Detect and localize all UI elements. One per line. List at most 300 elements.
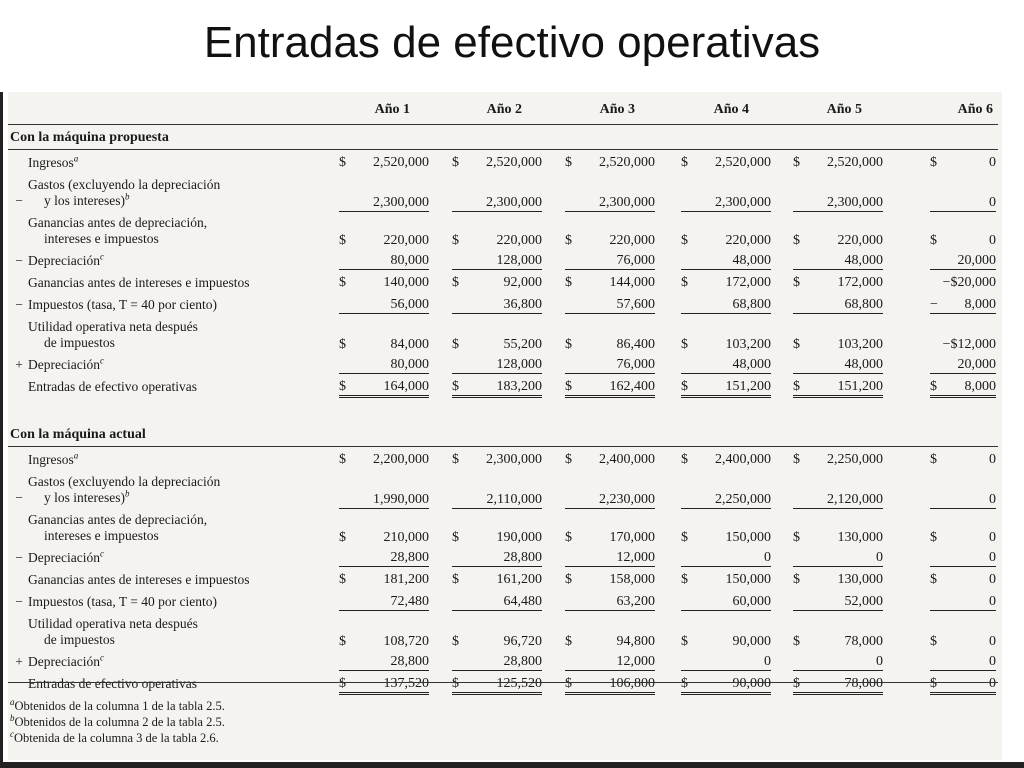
amount: 0	[989, 492, 996, 507]
amount: 57,600	[616, 297, 655, 312]
row-label	[10, 357, 104, 373]
amount: 0	[989, 654, 996, 669]
amount: 76,000	[616, 357, 655, 372]
currency-sign: $	[565, 634, 572, 649]
label-line	[28, 654, 104, 670]
value-cell	[452, 253, 542, 270]
amount: 2,300,000	[486, 452, 542, 467]
label-line	[28, 632, 198, 648]
amount: 48,000	[844, 253, 883, 268]
value-cell	[339, 357, 429, 374]
label-line	[28, 215, 207, 231]
row-operator: −	[15, 490, 23, 505]
amount: 84,000	[390, 337, 429, 352]
value-cell	[339, 452, 429, 468]
value-cell	[681, 492, 771, 509]
label-line-text: Ganancias antes de depreciación,	[28, 512, 208, 527]
value-cell	[565, 492, 655, 509]
value-cell	[339, 195, 429, 212]
value-cell	[452, 492, 542, 509]
currency-sign: −	[930, 297, 938, 312]
value-cell	[681, 253, 771, 270]
label-line-text: Impuestos (tasa, T = 40 por ciento)	[28, 297, 217, 312]
label-line-text: Ganancias antes de intereses e impuestos	[28, 275, 250, 290]
amount: 0	[764, 654, 771, 669]
value-cell	[681, 594, 771, 611]
amount: 0	[989, 530, 996, 545]
footnote-marker: b	[124, 488, 130, 499]
section-divider	[8, 149, 998, 150]
amount: 210,000	[383, 530, 429, 545]
currency-sign: $	[339, 452, 346, 467]
currency-sign: $	[452, 275, 459, 290]
value-cell	[339, 275, 429, 291]
amount: 2,300,000	[715, 195, 771, 210]
amount: 162,400	[609, 379, 655, 394]
value-cell	[793, 337, 883, 353]
value-cell	[793, 195, 883, 212]
amount: 2,300,000	[599, 195, 655, 210]
footnote-marker: a	[73, 450, 79, 461]
amount: 144,000	[609, 275, 655, 290]
amount: 150,000	[725, 530, 771, 545]
amount: 0	[989, 634, 996, 649]
currency-sign: $	[339, 337, 346, 352]
row-label-text	[28, 215, 207, 247]
value-cell	[565, 530, 655, 546]
row-operator: −	[15, 193, 23, 208]
row-operator: −	[15, 550, 23, 565]
label-line	[28, 512, 207, 528]
value-cell	[339, 676, 429, 695]
value-cell	[793, 357, 883, 374]
value-cell	[793, 492, 883, 509]
amount: 80,000	[390, 357, 429, 372]
currency-sign: $	[793, 530, 800, 545]
footnote-marker: c	[99, 548, 104, 559]
amount: 64,480	[503, 594, 542, 609]
amount: 2,520,000	[827, 155, 883, 170]
amount: 0	[989, 233, 996, 248]
amount: 130,000	[837, 572, 883, 587]
amount: 220,000	[609, 233, 655, 248]
value-cell	[681, 155, 771, 171]
currency-sign: $	[339, 530, 346, 545]
amount: 2,520,000	[486, 155, 542, 170]
year-header: Año 3	[599, 102, 635, 117]
currency-sign: $	[930, 530, 937, 545]
value-cell	[793, 452, 883, 468]
label-line-text: Depreciación	[28, 357, 100, 372]
row-label-text	[28, 654, 104, 670]
amount: 48,000	[732, 253, 771, 268]
amount: 125,520	[496, 676, 542, 691]
amount: 20,000	[957, 357, 996, 372]
currency-sign: $	[681, 530, 688, 545]
label-line-text: Ganancias antes de depreciación,	[28, 215, 208, 230]
value-cell	[681, 530, 771, 546]
currency-sign: $	[565, 572, 572, 587]
value-cell	[793, 253, 883, 270]
section-divider	[8, 446, 998, 447]
footnote-marker: a	[73, 153, 79, 164]
value-cell	[930, 530, 996, 546]
row-label-text	[28, 253, 104, 269]
amount: 60,000	[732, 594, 771, 609]
currency-sign: $	[452, 379, 459, 394]
amount: 130,000	[837, 530, 883, 545]
amount: 164,000	[383, 379, 429, 394]
frame-bottom-border	[0, 762, 1024, 768]
value-cell	[452, 594, 542, 611]
row-operator: +	[15, 654, 23, 669]
amount: 28,800	[390, 654, 429, 669]
amount: 106,800	[609, 676, 655, 691]
value-cell	[452, 195, 542, 212]
value-cell	[452, 357, 542, 374]
label-line	[28, 155, 78, 171]
value-cell	[452, 155, 542, 171]
amount: 190,000	[496, 530, 542, 545]
value-cell	[681, 297, 771, 314]
amount: 48,000	[844, 357, 883, 372]
amount: 137,520	[383, 676, 429, 691]
value-cell	[339, 594, 429, 611]
currency-sign: $	[681, 233, 688, 248]
value-cell	[793, 550, 883, 567]
frame-left-border	[0, 92, 3, 768]
value-cell	[565, 337, 655, 353]
value-cell	[452, 379, 542, 398]
footnote-text: Obtenida de la columna 3 de la tabla 2.6.	[14, 731, 219, 745]
value-cell	[452, 452, 542, 468]
currency-sign: $	[930, 379, 937, 394]
value-cell	[681, 654, 771, 671]
value-cell	[452, 572, 542, 588]
value-cell	[339, 233, 429, 249]
currency-sign: $	[681, 379, 688, 394]
currency-sign: $	[930, 676, 937, 691]
year-header: Año 5	[826, 102, 862, 117]
amount: 2,120,000	[827, 492, 883, 507]
value-cell	[930, 634, 996, 650]
footnote	[10, 714, 225, 730]
value-cell	[930, 594, 996, 611]
value-cell	[681, 452, 771, 468]
label-line-text: de impuestos	[44, 632, 115, 647]
footnote	[10, 698, 225, 714]
label-line-text: Utilidad operativa neta después	[28, 319, 198, 334]
currency-sign: $	[339, 155, 346, 170]
value-cell	[930, 572, 996, 588]
label-line-text: y los intereses)	[44, 490, 125, 505]
value-cell	[930, 550, 996, 567]
amount: 0	[989, 155, 996, 170]
value-cell	[681, 676, 771, 695]
amount: 0	[764, 550, 771, 565]
currency-sign: $	[339, 634, 346, 649]
value-cell	[930, 195, 996, 212]
amount: 8,000	[964, 379, 996, 394]
row-operator: −	[15, 297, 23, 312]
amount: 68,800	[844, 297, 883, 312]
currency-sign: $	[793, 634, 800, 649]
currency-sign: $	[339, 233, 346, 248]
currency-sign: $	[681, 676, 688, 691]
footnote-text: Obtenidos de la columna 1 de la tabla 2.5.	[14, 699, 225, 713]
value-cell	[565, 676, 655, 695]
footnote-marker: c	[99, 355, 104, 366]
value-cell	[681, 379, 771, 398]
value-cell	[930, 275, 996, 291]
currency-sign: $	[793, 572, 800, 587]
label-line-text: Entradas de efectivo operativas	[28, 676, 198, 691]
currency-sign: $	[930, 634, 937, 649]
value-cell	[339, 155, 429, 171]
amount: 108,720	[383, 634, 429, 649]
footnote-mark: b	[10, 712, 15, 723]
row-label	[10, 379, 197, 395]
amount: 28,800	[503, 654, 542, 669]
label-line	[28, 676, 197, 692]
amount: 28,800	[390, 550, 429, 565]
currency-sign: $	[452, 233, 459, 248]
amount: 52,000	[844, 594, 883, 609]
label-line	[28, 319, 198, 335]
amount: 151,200	[725, 379, 771, 394]
header-divider	[8, 124, 998, 125]
value-cell	[565, 654, 655, 671]
currency-sign: $	[565, 452, 572, 467]
year-header: Año 6	[957, 102, 993, 117]
label-line-text: Depreciación	[28, 654, 100, 669]
value-cell	[681, 275, 771, 291]
value-cell	[793, 530, 883, 546]
currency-sign: $	[565, 530, 572, 545]
value-cell	[793, 634, 883, 650]
value-cell	[565, 195, 655, 212]
row-label-text	[28, 594, 217, 610]
footnotes	[10, 698, 225, 746]
label-line	[28, 297, 217, 313]
currency-sign: $	[681, 275, 688, 290]
amount: 2,400,000	[599, 452, 655, 467]
currency-sign: $	[793, 155, 800, 170]
amount: 2,250,000	[827, 452, 883, 467]
label-line-text: Ingresos	[28, 155, 74, 170]
label-line-text: Depreciación	[28, 550, 100, 565]
value-cell	[930, 253, 996, 270]
value-cell	[565, 634, 655, 650]
row-label-text	[28, 512, 207, 544]
currency-sign: $	[565, 676, 572, 691]
footnote-marker: c	[99, 251, 104, 262]
currency-sign: $	[452, 155, 459, 170]
value-cell	[793, 379, 883, 398]
value-cell	[793, 233, 883, 249]
currency-sign: $	[681, 155, 688, 170]
value-cell	[452, 275, 542, 291]
value-cell	[930, 297, 996, 314]
amount: 150,000	[725, 572, 771, 587]
row-label	[10, 155, 78, 171]
value-cell	[681, 550, 771, 567]
currency-sign: $	[681, 337, 688, 352]
amount: 0	[989, 572, 996, 587]
value-cell	[565, 357, 655, 374]
footnote-mark: c	[10, 728, 14, 739]
currency-sign: $	[452, 676, 459, 691]
year-header: Año 1	[374, 102, 410, 117]
amount: 220,000	[383, 233, 429, 248]
row-label	[10, 594, 217, 610]
value-cell	[681, 634, 771, 650]
amount: 2,400,000	[715, 452, 771, 467]
currency-sign: $	[681, 572, 688, 587]
value-cell	[565, 275, 655, 291]
amount: 0	[876, 654, 883, 669]
label-line	[28, 616, 198, 632]
currency-sign: $	[565, 275, 572, 290]
label-line-text: de impuestos	[44, 335, 115, 350]
amount: 78,000	[844, 634, 883, 649]
currency-sign: $	[793, 452, 800, 467]
label-line	[28, 379, 197, 395]
value-cell	[681, 337, 771, 353]
amount: 103,200	[837, 337, 883, 352]
label-line	[28, 357, 104, 373]
value-cell	[565, 594, 655, 611]
value-cell	[565, 253, 655, 270]
row-label-text	[28, 616, 198, 648]
amount: 2,300,000	[486, 195, 542, 210]
amount: 220,000	[837, 233, 883, 248]
label-line	[28, 452, 78, 468]
value-cell	[339, 253, 429, 270]
amount: 1,990,000	[373, 492, 429, 507]
value-cell	[339, 530, 429, 546]
value-cell	[681, 233, 771, 249]
currency-sign: $	[565, 233, 572, 248]
row-label-text	[28, 550, 104, 566]
value-cell	[793, 676, 883, 695]
row-label-text	[28, 357, 104, 373]
row-label	[10, 572, 250, 588]
amount: 0	[989, 550, 996, 565]
value-cell	[793, 297, 883, 314]
slide-title: Entradas de efectivo operativas	[203, 18, 821, 67]
amount: 128,000	[496, 357, 542, 372]
value-cell	[565, 155, 655, 171]
value-cell	[930, 676, 996, 695]
value-cell	[565, 452, 655, 468]
value-cell	[793, 275, 883, 291]
row-label	[10, 297, 217, 313]
amount: 2,250,000	[715, 492, 771, 507]
amount: 36,800	[503, 297, 542, 312]
amount: 12,000	[616, 550, 655, 565]
amount: 86,400	[616, 337, 655, 352]
currency-sign: $	[681, 452, 688, 467]
value-cell	[565, 297, 655, 314]
amount: 140,000	[383, 275, 429, 290]
value-cell	[339, 337, 429, 353]
amount: 48,000	[732, 357, 771, 372]
amount: 63,200	[616, 594, 655, 609]
currency-sign: $	[565, 337, 572, 352]
row-label	[10, 676, 197, 692]
amount: 2,300,000	[373, 195, 429, 210]
currency-sign: $	[793, 676, 800, 691]
value-cell	[681, 357, 771, 374]
amount: 90,000	[732, 676, 771, 691]
row-label-text	[28, 319, 198, 351]
amount: 2,520,000	[599, 155, 655, 170]
row-label-text	[28, 572, 250, 588]
label-line	[28, 231, 207, 247]
footnote-marker: c	[99, 652, 104, 663]
amount: 20,000	[957, 253, 996, 268]
row-label	[10, 512, 207, 544]
amount: 28,800	[503, 550, 542, 565]
label-line	[28, 528, 207, 544]
value-cell	[452, 634, 542, 650]
year-header: Año 2	[486, 102, 522, 117]
amount: 103,200	[725, 337, 771, 352]
value-cell	[793, 654, 883, 671]
footnote-marker: b	[124, 191, 130, 202]
amount: 0	[989, 676, 996, 691]
row-label	[10, 319, 198, 351]
label-line	[28, 253, 104, 269]
row-label	[10, 215, 207, 247]
value-cell	[339, 492, 429, 509]
amount: 183,200	[496, 379, 542, 394]
label-line-text: Ganancias antes de intereses e impuestos	[28, 572, 250, 587]
row-label-text	[28, 177, 220, 209]
amount: 0	[989, 195, 996, 210]
value-cell	[793, 572, 883, 588]
value-cell	[565, 379, 655, 398]
value-cell	[793, 155, 883, 171]
currency-sign: $	[452, 452, 459, 467]
amount: 55,200	[503, 337, 542, 352]
currency-sign: $	[452, 337, 459, 352]
value-cell	[452, 233, 542, 249]
currency-sign: $	[793, 275, 800, 290]
amount: 128,000	[496, 253, 542, 268]
value-cell	[452, 530, 542, 546]
amount: 8,000	[964, 297, 996, 312]
amount: 56,000	[390, 297, 429, 312]
label-line-text: Gastos (excluyendo la depreciación	[28, 177, 221, 192]
value-cell	[930, 357, 996, 374]
value-cell	[452, 337, 542, 353]
row-label	[10, 654, 104, 670]
label-line-text: Depreciación	[28, 253, 100, 268]
value-cell	[339, 379, 429, 398]
amount: 0	[876, 550, 883, 565]
value-cell	[339, 297, 429, 314]
currency-sign: $	[339, 275, 346, 290]
amount: 158,000	[609, 572, 655, 587]
label-line	[28, 193, 220, 209]
value-cell	[930, 155, 996, 171]
value-cell	[930, 654, 996, 671]
footnote-text: Obtenidos de la columna 2 de la tabla 2.5.	[14, 715, 225, 729]
amount: 170,000	[609, 530, 655, 545]
value-cell	[681, 572, 771, 588]
